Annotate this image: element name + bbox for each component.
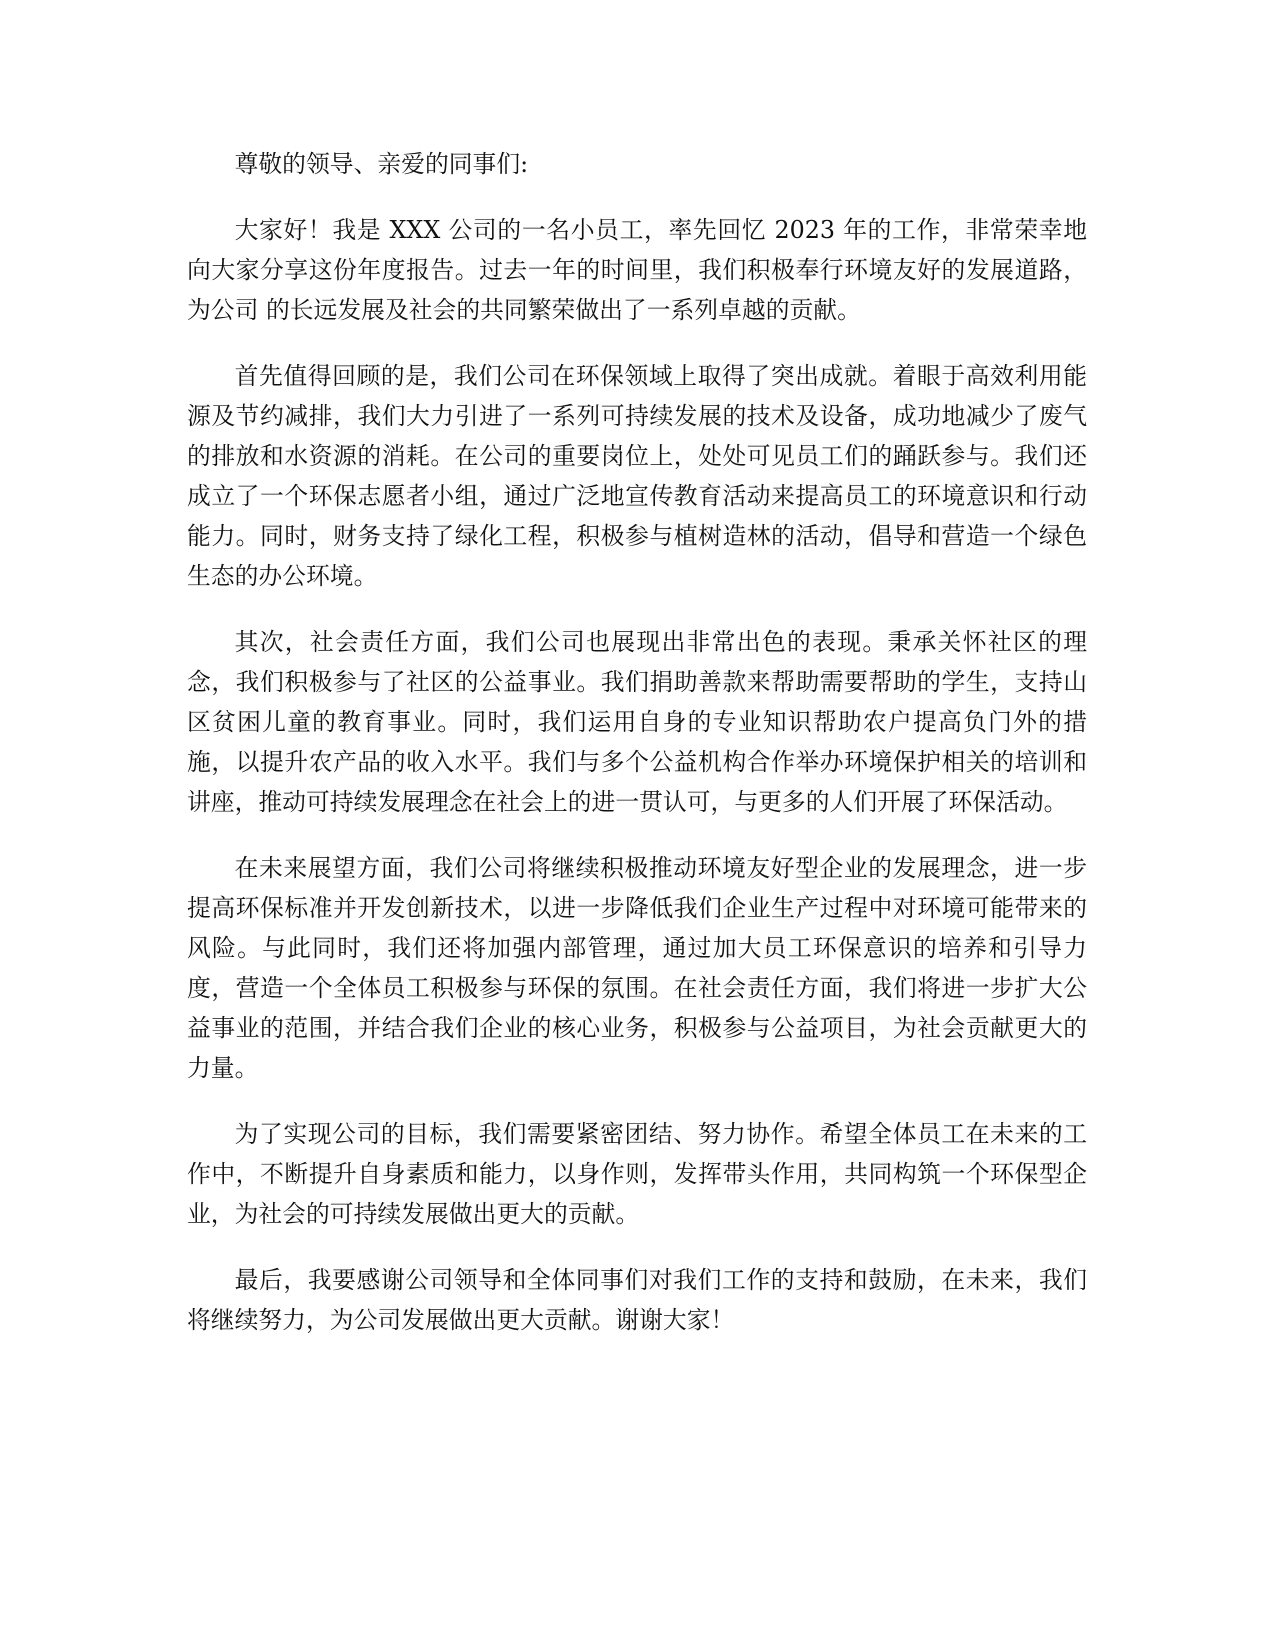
document-body bbox=[187, 144, 1087, 1366]
paragraph-greeting-intro: 大家好！我是 XXX 公司的一名小员工，率先回忆 2023 年的工作，非常荣幸地向大家分享这份年度报告。过去一年的时间里，我们积极奉行环境友好的发展道路，为公司 的长远发展及社会的共同繁荣做出了一系列卓越的贡献。 bbox=[187, 216, 1087, 324]
paragraph-future-outlook: 在未来展望方面，我们公司将继续积极推动环境友好型企业的发展理念，进一步提高环保标准并开发创新技术，以进一步降低我们企业生产过程中对环境可能带来的风险。与此同时，我们还将加强内部管理，通过加大员工环保意识的培养和引导力度，营造一个全体员工积极参与环保的氛围。在社会责任方面，我们将进一步扩大公益事业的范围，并结合我们企业的核心业务，积极参与公益项目，为社会贡献更大的力量。 bbox=[187, 854, 1087, 1082]
salutation: 尊敬的领导、亲爱的同事们: bbox=[234, 150, 529, 178]
paragraph-environmental-achievements: 首先值得回顾的是，我们公司在环保领域上取得了突出成就。着眼于高效利用能源及节约减排，我们大力引进了一系列可持续发展的技术及设备，成功地减少了废气的排放和水资源的消耗。在公司的重要岗位上，处处可见员工们的踊跃参与。我们还成立了一个环保志愿者小组，通过广泛地宣传教育活动来提高员工的环境意识和行动能力。同时，财务支持了绿化工程，积极参与植树造林的活动，倡导和营造一个绿色生态的办公环境。 bbox=[187, 362, 1087, 590]
paragraph-call-to-action: 为了实现公司的目标，我们需要紧密团结、努力协作。希望全体员工在未来的工作中，不断提升自身素质和能力，以身作则，发挥带头作用，共同构筑一个环保型企业，为社会的可持续发展做出更大的贡献。 bbox=[187, 1120, 1087, 1228]
paragraph-closing-thanks: 最后，我要感谢公司领导和全体同事们对我们工作的支持和鼓励，在未来，我们将继续努力，为公司发展做出更大贡献。谢谢大家！ bbox=[187, 1266, 1087, 1334]
paragraph-social-responsibility: 其次，社会责任方面，我们公司也展现出非常出色的表现。秉承关怀社区的理念，我们积极参与了社区的公益事业。我们捐助善款来帮助需要帮助的学生，支持山区贫困儿童的教育事业。同时，我们运用自身的专业知识帮助农户提高负门外的措施，以提升农产品的收入水平。我们与多个公益机构合作举办环境保护相关的培训和讲座，推动可持续发展理念在社会上的进一贯认可，与更多的人们开展了环保活动。 bbox=[187, 628, 1087, 816]
